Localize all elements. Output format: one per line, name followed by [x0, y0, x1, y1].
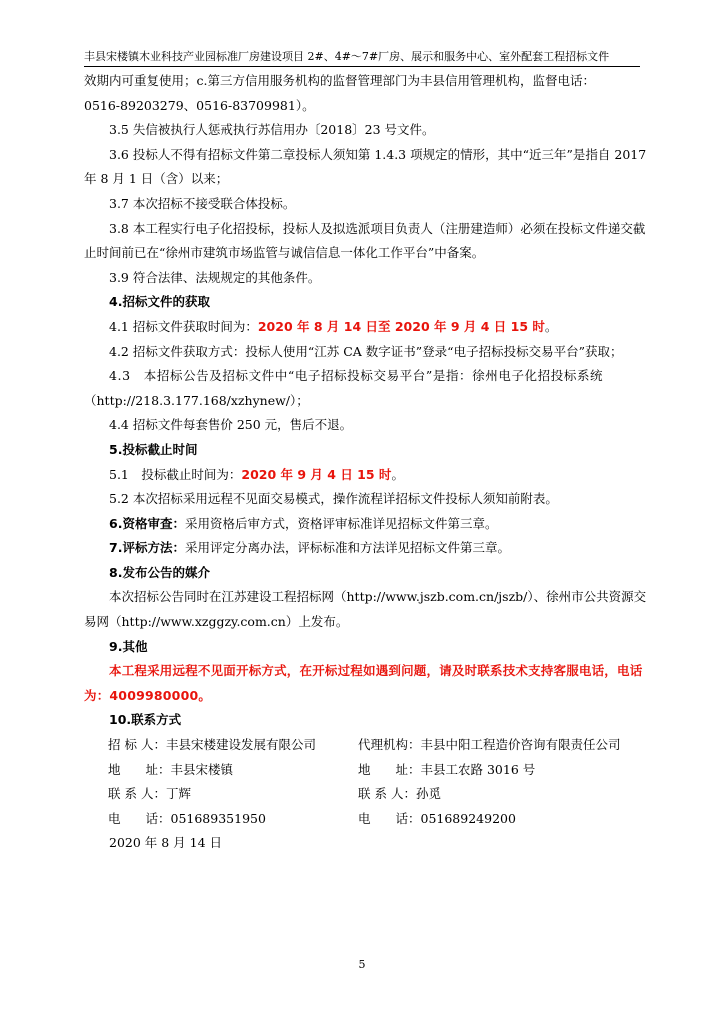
header-rule — [84, 66, 640, 67]
document-date: 2020 年 8 月 14 日 — [109, 835, 223, 851]
text-line: 易网（http://www.xzggzy.com.cn）上发布。 — [84, 614, 349, 630]
clause-4-1-label: 4.1 招标文件获取时间为： — [109, 318, 258, 334]
clause-3-5: 3.5 失信被执行人惩戒执行苏信用办〔2018〕23 号文件。 — [109, 122, 435, 138]
text-line: （http://218.3.177.168/xzhynew/）； — [84, 392, 309, 408]
tenderer-address: 地 址：丰县宋楼镇 — [108, 761, 234, 777]
contact-row — [84, 733, 660, 758]
section-6-label: 6.资格审查： — [109, 515, 185, 531]
clause-3-6: 3.6 投标人不得有招标文件第二章投标人须知第 1.4.3 项规定的情形，其中“近三年”是指自 2017 — [109, 146, 647, 162]
section-5-heading: 5.投标截止时间 — [109, 441, 198, 457]
tenderer-contact: 联 系 人：丁辉 — [108, 786, 191, 802]
agency-name: 代理机构：丰县中阳工程造价咨询有限责任公司 — [358, 737, 621, 753]
clause-4-3: 4.3 本招标公告及招标文件中“电子招标投标交易平台”是指：徐州电子化招投标系统 — [109, 368, 604, 384]
clause-5-2: 5.2 本次招标采用远程不见面交易模式，操作流程详招标文件投标人须知前附表。 — [109, 491, 558, 507]
tenderer-name: 招 标 人：丰县宋楼建设发展有限公司 — [108, 737, 316, 753]
document-body — [84, 69, 660, 856]
section-6 — [84, 512, 660, 537]
document-header: 丰县宋楼镇木业科技产业园标准厂房建设项目 2#、4#～7#厂房、展示和服务中心、室外配套工程招标文件 — [84, 50, 610, 63]
section-7-text: 采用评定分离办法，评标标准和方法详见招标文件第三章。 — [184, 540, 510, 556]
deadline-highlight: 2020 年 9 月 4 日 15 时 — [241, 466, 392, 482]
tenderer-phone: 电 话：051689351950 — [108, 810, 266, 826]
agency-phone: 电 话：051689249200 — [358, 810, 516, 826]
clause-5-1 — [84, 463, 660, 488]
contact-row — [84, 782, 660, 807]
agency-address: 地 址：丰县工农路 3016 号 — [358, 761, 536, 777]
punctuation: 。 — [391, 466, 404, 482]
support-phone-notice: 为：4009980000。 — [84, 687, 212, 703]
section-9-heading: 9.其他 — [109, 638, 148, 654]
remote-opening-notice: 本工程采用远程不见面开标方式，在开标过程如遇到问题，请及时联系技术支持客服电话，电话 — [109, 663, 643, 679]
section-8-text: 本次招标公告同时在江苏建设工程招标网（http://www.jszb.com.cn/jszb/）、徐州市公共资源交 — [109, 589, 647, 605]
clause-5-1-label: 5.1 投标截止时间为： — [109, 466, 242, 482]
section-8-heading: 8.发布公告的媒介 — [109, 564, 210, 580]
contact-row — [84, 758, 660, 783]
clause-3-9: 3.9 符合法律、法规规定的其他条件。 — [109, 269, 321, 285]
text-line: 止时间前已在“徐州市建筑市场监管与诚信信息一体化工作平台”中备案。 — [84, 245, 485, 261]
clause-4-4: 4.4 招标文件每套售价 250 元，售后不退。 — [109, 417, 353, 433]
section-4-heading: 4.招标文件的获取 — [109, 294, 210, 310]
section-6-text: 采用资格后审方式，资格评审标准详见招标文件第三章。 — [184, 515, 498, 531]
clause-4-2: 4.2 招标文件获取方式：投标人使用“江苏 CA 数字证书”登录“电子招标投标交易平台”获取； — [109, 343, 623, 359]
document-period-highlight: 2020 年 8 月 14 日至 2020 年 9 月 4 日 15 时 — [257, 318, 545, 334]
section-7 — [84, 536, 660, 561]
agency-contact: 联 系 人：孙觅 — [358, 786, 441, 802]
punctuation: 。 — [544, 318, 558, 334]
section-7-label: 7.评标方法： — [109, 540, 185, 556]
clause-4-1 — [84, 315, 660, 340]
text-line: 年 8 月 1 日（含）以来； — [84, 171, 229, 187]
page-number: 5 — [358, 958, 366, 971]
text-line: 效期内可重复使用；c.第三方信用服务机构的监督管理部门为丰县信用管理机构，监督电话： — [84, 73, 595, 88]
section-10-heading: 10.联系方式 — [109, 712, 182, 728]
clause-3-7: 3.7 本次招标不接受联合体投标。 — [109, 195, 296, 211]
text-line: 0516-89203279、0516-83709981）。 — [84, 97, 315, 113]
clause-3-8: 3.8 本工程实行电子化招投标，投标人及拟选派项目负责人（注册建造师）必须在投标文件递交截 — [109, 220, 646, 236]
contact-row — [84, 807, 660, 832]
